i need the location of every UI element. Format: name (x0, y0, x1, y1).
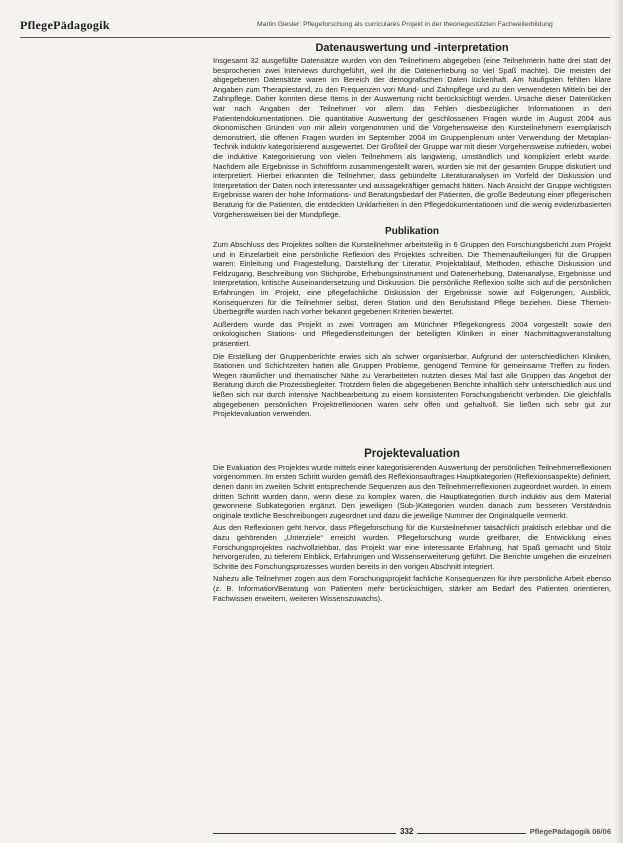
paragraph: Aus den Reflexionen geht hervor, dass Pflegeforschung für die Kursteilnehmer tatsächlich praktisch erlebbar und die dazu gehörenden „Unterziele“ erreicht wurden. Pflegeforschung wurde greifbarer, die Entwicklung eines Forschungsprojektes nachvollziehbar, das Projekt war eine interessante Erfahrung, hat Spaß gemacht und Stolz hervorgerufen, zu tieferem Einblick, Erfahrungen und Wissenserweiterung geführt. Die Berichte umgehen die einzelnen Schritte des Forschungsprozesses wurden bereits in den vorigen Abschnitt integriert. (213, 523, 611, 571)
paragraph: Die Erstellung der Gruppenberichte erwies sich als schwer organisierbar. Aufgrund der unterschiedlichen Kliniken, Stationen und Schichtzeiten hatten alle Gruppen Probleme, genügend Termine für gemeinsame Treffen zu finden. Wegen räumlicher und thematischer Nähe zu Verarbeiteten nutzten dieses Mal fast alle Gruppen das Angebot der Beratung durch die Prozessbegleiter. Trotzdem fielen die abgegebenen Berichte inhaltlich sehr unterschiedlich aus und ließen sich nur durch intensive Nachbearbeitung zu einem konsistenten Forschungsbericht verbinden. Die gleichfalls abgegebenen persönlichen Projektreflexionen waren sehr offen und gehaltvoll. Sie ließen sich sehr gut zur Projektevaluation verwenden. (213, 351, 611, 419)
section-heading: Projektevaluation (364, 447, 460, 460)
page-footer (213, 827, 611, 841)
running-head: Martin Giesler: Pflegeforschung als curriculares Projekt in der theoriegestützten Fachweiterbildung (257, 21, 553, 28)
page-header (20, 16, 610, 38)
paragraph: Die Evaluation des Projektes wurde mittels einer kategorisierenden Auswertung der persönlichen Teilnehmerreflexionen vorgenommen. Im ersten Schritt wurden gemäß des Reflexionsauftrages Hauptkategorien (Reflexionsaspekte) definiert, denen dann im zweiten Schritt entsprechende Sequenzen aus den Teilnehmerreflexionen zugeordnet wurden. In einem dritten Schritt wurden dann, wenn diese zu komplex waren, die Hauptkategorien durch induktiv aus dem Material gewonnene Subkategorien ergänzt. Den jeweiligen (Sub-)Kategorien wurden danach zum besseren Verständnis originale textliche Beschreibungen zugeordnet und dazu die jeweilige Nummer der Originalquelle vermerkt. (213, 462, 611, 520)
paragraph: Zum Abschluss des Projektes sollten die Kursteilnehmer arbeitsteilig in 6 Gruppen den Forschungsbericht zum Projekt und in Einzelarbeit eine persönliche Reflexion des Projektes schreiben. Die Themenaufteilungen für die Gruppen waren: Einleitung und Fragestellung, Darstellung der Literatur, Projektablauf, Methoden, ethische Diskussion und Feldzugang, Beschreibung von Stichprobe, Erhebungsinstrument und Datenerhebung, Datenanalyse, Ergebnisse und Interpretation, kritische Auseinandersetzung und Diskussion. Die persönliche Reflexion sollte sich auf die persönlichen Erfahrungen im Projekt, eine pflegefachliche Diskussion der Ergebnisse sowie auf Folgerungen, Ausblick, Konsequenzen für die Teilnehmer selbst, deren Station und den Berufsstand Pflege beziehen. Diese Themen-Überbegriffe wurden nach vorher bekannt gegebenen Kriterien bewertet. (213, 240, 611, 317)
section-datenauswertung (213, 40, 611, 219)
paragraph: Außerdem wurde das Projekt in zwei Vorträgen am Münchner Pflegekongress 2004 vorgestellt sowie den onkologischen Stations- und Pflegedienstleitungen der beteiligten Kliniken in einer Nachmittagsveranstaltung präsentiert. (213, 319, 611, 349)
section-heading: Datenauswertung und -interpretation (315, 42, 509, 54)
issue-label: PflegePädagogik 06/06 (526, 827, 611, 836)
paragraph: Nahezu alle Teilnehmer zogen aus dem Forschungsprojekt fachliche Konsequenzen für ihre persönliche Arbeit ebenso (z. B. Information/Beratung von Patienten mehr berücksichtigen, stärker am Bedarf des Patienten orientieren, Fachwissen erweitern, weiteren Wissenszuwachs). (213, 574, 611, 603)
section-publikation (213, 224, 611, 419)
journal-title: PflegePädagogik (20, 18, 110, 32)
paragraph: Insgesamt 32 ausgefüllte Datensätze wurden von den Teilnehmern abgegeben (eine Teilnehmerin hatte drei statt der besprochenen zwei Interviews durchgeführt, weil ihr die Datenerhebung so viel Spaß machte). Die meisten der abgegebenen Datensätze waren im Bereich der demografischen Daten lückenhaft. Am häufigsten fehlten klare Angaben zum Therapiestand, zu den Frequenzen von Mund- und Zahnpflege und zu den verwendeten Mitteln bei der Zahnpflege. Daher konnten diese Items in der Auswertung nicht berücksichtigt werden. Ursache dieser Datenlücken war nach Angaben der Teilnehmer vor allem das Fehlen diesbezüglicher Informationen in den Patientendokumentationen. Die quantitative Auswertung der geschlossenen Fragen wurde im August 2004 aus ökonomischen Gründen von mir allein vorgenommen und die Vorgehensweise den Kursteilnehmern exemplarisch demonstriert, die offenen Fragen wurden im September 2004 im Gruppenplenum unter Verwendung der Metaplan-Technik induktiv kategorisierend ausgewertet. Der Großteil der Gruppe war mit dieser Vorgehensweise zufrieden, wobei die induktive Kategorisierung von vielen Teilnehmern als langwierig, umständlich und kompliziert erlebt wurde. Nachdem alle Ergebnisse in Schriftform zusammengestellt waren, wurden sie mit der gesamten Gruppe diskutiert und interpretiert. Hierbei erkannten die Teilnehmer, dass gebündelte Literaturanalysen im Vorfeld der Diskussion und Interpretation der Daten noch interessanter und aussagekräftiger gemacht hätten. Nach Ansicht der Gruppe wichtigsten Ergebnisse waren der hohe Informations- und Beratungsbedarf der Patienten, die große Bedeutung einer pflegerischen Beratung für die Patienten, die entdeckten Unklarheiten in den Pflegedokumentationen und die wenig evidenzbasierten Vorgehensweisen bei der Mundpflege. (213, 56, 611, 219)
section-heading: Publikation (385, 226, 439, 238)
binding-shadow (614, 0, 623, 843)
article-body (213, 40, 611, 606)
page-number: 332 (396, 827, 417, 836)
section-projektevaluation (213, 445, 611, 603)
header-rule (20, 37, 610, 38)
